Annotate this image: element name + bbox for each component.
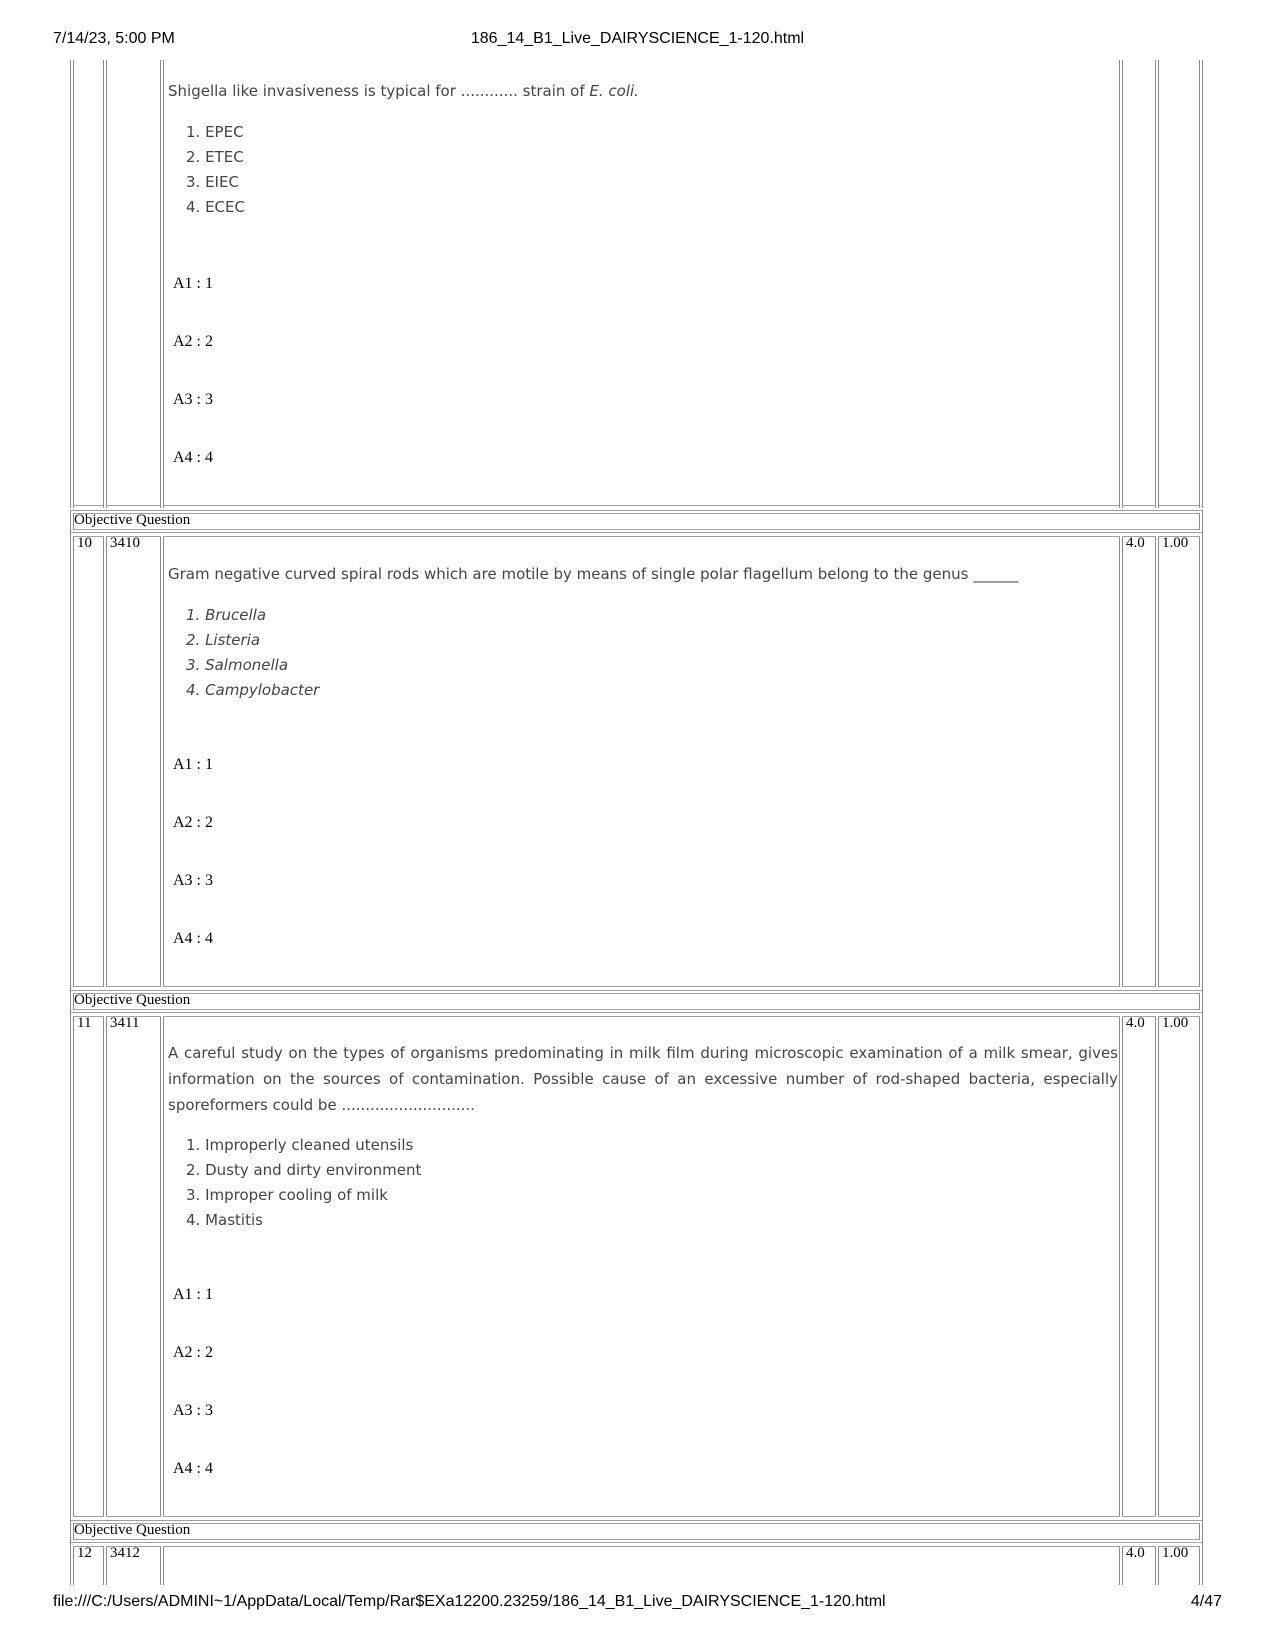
answer-2: A2 : 2 [173, 333, 213, 350]
option-item: 3. Salmonella [186, 656, 289, 674]
question-id: 3412 [110, 1545, 140, 1561]
option-list [186, 603, 319, 703]
negative-marks: 1.00 [1162, 1545, 1189, 1561]
question-marks: 4.0 [1126, 1545, 1145, 1561]
option-item: 1. Brucella [186, 606, 267, 624]
file-path: file:///C:/Users/ADMINI~1/AppData/Local/Temp/Rar$EXa12200.23259/186_14_B1_Live_DAIRYSCIENCE_1-120.html [53, 1593, 886, 1610]
answer-3: A3 : 3 [173, 391, 213, 408]
question-id: 3411 [110, 1015, 140, 1031]
answer-4: A4 : 4 [173, 930, 213, 947]
answer-4: A4 : 4 [173, 1460, 213, 1477]
option-item: 4. ECEC [186, 198, 245, 216]
answer-2: A2 : 2 [173, 1344, 213, 1361]
question-number: 10 [77, 535, 92, 551]
page-number: 4/47 [1190, 1593, 1222, 1610]
answer-2: A2 : 2 [173, 814, 213, 831]
section-label: Objective Question [74, 992, 191, 1008]
option-item: 3. EIEC [186, 173, 239, 191]
question-number: 11 [77, 1015, 92, 1031]
question-marks: 4.0 [1126, 535, 1145, 551]
option-item: 2. Dusty and dirty environment [186, 1161, 422, 1179]
option-item: 2. ETEC [186, 148, 244, 166]
question-text: Shigella like invasiveness is typical for ............ strain of E. coli. [168, 82, 639, 100]
option-item: 4. Campylobacter [186, 681, 320, 699]
answer-1: A1 : 1 [173, 1286, 213, 1303]
option-item: 3. Improper cooling of milk [186, 1186, 388, 1204]
option-item: 4. Mastitis [186, 1211, 263, 1229]
question-number: 12 [77, 1545, 92, 1561]
answer-1: A1 : 1 [173, 275, 213, 292]
option-list [186, 120, 245, 220]
section-label: Objective Question [74, 1522, 191, 1538]
option-item: 1. EPEC [186, 123, 244, 141]
negative-marks: 1.00 [1162, 535, 1189, 551]
question-id: 3410 [110, 535, 140, 551]
question-marks: 4.0 [1126, 1015, 1145, 1031]
answer-1: A1 : 1 [173, 756, 213, 773]
answer-3: A3 : 3 [173, 872, 213, 889]
document-title: 186_14_B1_Live_DAIRYSCIENCE_1-120.html [470, 30, 805, 47]
option-item: 1. Improperly cleaned utensils [186, 1136, 414, 1154]
answer-4: A4 : 4 [173, 449, 213, 466]
section-label: Objective Question [74, 512, 191, 528]
question-text: Gram negative curved spiral rods which are motile by means of single polar flagellum belong to the genus ______ [168, 565, 1019, 583]
option-item: 2. Listeria [186, 631, 261, 649]
print-datetime: 7/14/23, 5:00 PM [53, 30, 175, 47]
question-text: A careful study on the types of organisms predominating in milk film during microscopic examination of a milk smear, gives information on the sources of contamination. Possible cause of an excessive number of rod-shaped bacteria, especially sporeformers could be ............................ [168, 1044, 1118, 1114]
option-list [186, 1133, 421, 1233]
answer-3: A3 : 3 [173, 1402, 213, 1419]
negative-marks: 1.00 [1162, 1015, 1189, 1031]
